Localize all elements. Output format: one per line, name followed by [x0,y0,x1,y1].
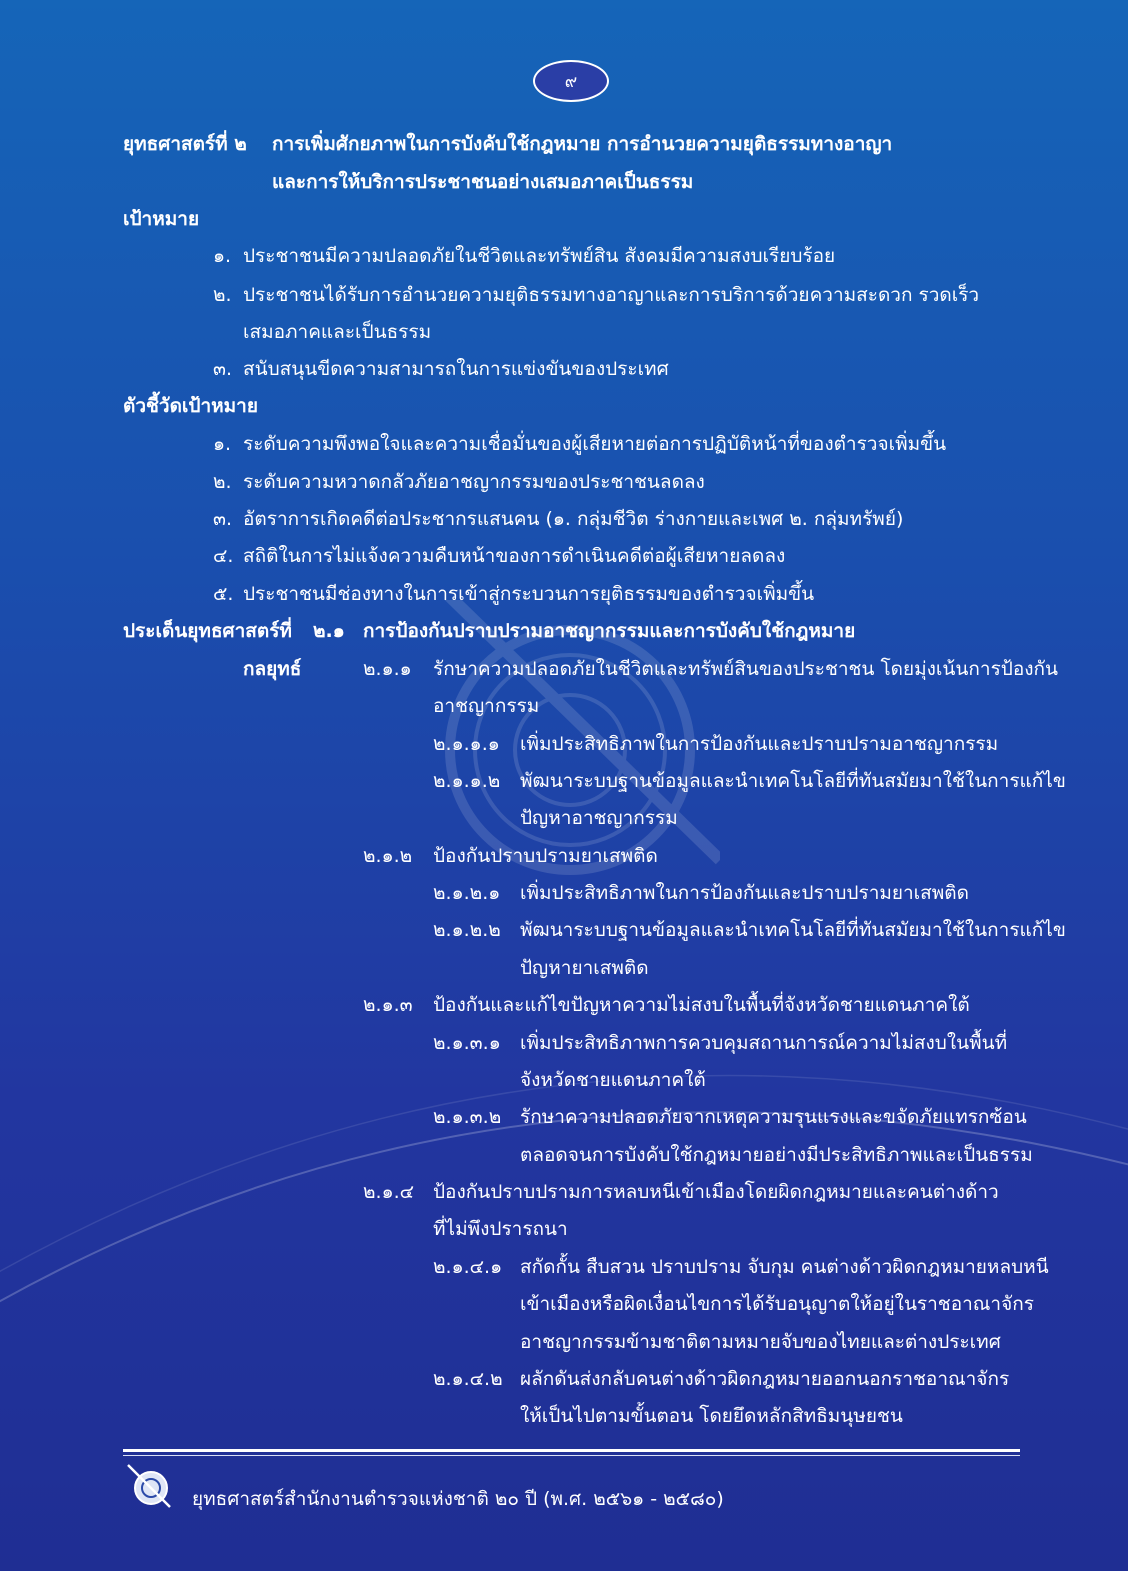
indicators-heading: ตัวชี้วัดเป้าหมาย [123,395,258,417]
tactic-num: ๒.๑.๓ [363,994,413,1016]
sub-tactic-text: ตลอดจนการบังคับใช้กฎหมายอย่างมีประสิทธิภาพและเป็นธรรม [520,1144,1033,1166]
tactic-text: รักษาความปลอดภัยในชีวิตและทรัพย์สินของประชาชน โดยมุ่งเน้นการป้องกัน [433,658,1059,680]
tactic-num: ๒.๑.๔ [363,1181,415,1203]
sub-tactic-text: พัฒนาระบบฐานข้อมูลและนำเทคโนโลยีที่ทันสมัยมาใช้ในการแก้ไข [520,770,1066,792]
sub-tactic-text: ผลักดันส่งกลับคนต่างด้าวผิดกฎหมายออกนอกราชอาณาจักร [520,1368,1010,1390]
tactic-num: ๒.๑.๑ [363,658,412,680]
sub-tactic-num: ๒.๑.๒.๒ [433,919,501,941]
tactic-text: ป้องกันปราบปรามการหลบหนีเข้าเมืองโดยผิดกฎหมายและคนต่างด้าว [433,1181,999,1203]
sub-tactic-text: เพิ่มประสิทธิภาพในการป้องกันและปราบปรามอาชญากรรม [520,733,999,755]
sub-tactic-text: รักษาความปลอดภัยจากเหตุความรุนแรงและขจัดภัยแทรกซ้อน [520,1106,1027,1128]
tactic-text: ป้องกันและแก้ไขปัญหาความไม่สงบในพื้นที่จังหวัดชายแดนภาคใต้ [433,994,970,1016]
footer-divider [123,1449,1020,1452]
sub-tactic-text: ให้เป็นไปตามขั้นตอน โดยยึดหลักสิทธิมนุษยชน [520,1405,903,1427]
footer-text: ยุทธศาสตร์สำนักงานตำรวจแห่งชาติ ๒๐ ปี (พ.ศ. ๒๕๖๑ - ๒๕๘๐) [192,1488,724,1510]
issue-title: การป้องกันปราบปรามอาชญากรรมและการบังคับใช้กฎหมาย [363,620,856,642]
goal-num: ๑. [213,245,232,267]
goal-text: ประชาชนมีความปลอดภัยในชีวิตและทรัพย์สิน สังคมมีความสงบเรียบร้อย [243,245,836,267]
goal-text-cont: เสมอภาคและเป็นธรรม [243,321,432,343]
sub-tactic-text: เพิ่มประสิทธิภาพในการป้องกันและปราบปรามยาเสพติด [520,882,969,904]
footer-divider-thin [123,1455,1020,1456]
sub-tactic-num: ๒.๑.๓.๒ [433,1106,502,1128]
goals-heading: เป้าหมาย [123,208,200,230]
tactic-text-cont: อาชญากรรม [433,695,540,717]
sub-tactic-text: สกัดกั้น สืบสวน ปราบปราม จับกุม คนต่างด้าวผิดกฎหมายหลบหนี [520,1256,1049,1278]
indicator-num: ๔. [213,545,234,567]
sub-tactic-text: เพิ่มประสิทธิภาพการควบคุมสถานการณ์ความไม่สงบในพื้นที่ [520,1032,1008,1054]
sub-tactic-text: จังหวัดชายแดนภาคใต้ [520,1069,706,1091]
goal-num: ๒. [213,284,232,306]
tactic-num: ๒.๑.๒ [363,845,413,867]
indicator-num: ๒. [213,471,232,493]
indicator-text: ประชาชนมีช่องทางในการเข้าสู่กระบวนการยุติธรรมของตำรวจเพิ่มขึ้น [243,583,815,605]
indicator-text: ระดับความหวาดกลัวภัยอาชญากรรมของประชาชนลดลง [243,471,705,493]
issue-label: ประเด็นยุทธศาสตร์ที่ [123,620,292,642]
indicator-num: ๑. [213,433,232,455]
sub-tactic-num: ๒.๑.๓.๑ [433,1032,501,1054]
goal-text: ประชาชนได้รับการอำนวยความยุติธรรมทางอาญาและการบริการด้วยความสะดวก รวดเร็ว [243,284,980,306]
issue-num: ๒.๑ [313,620,345,642]
goal-num: ๓. [213,358,233,380]
sub-tactic-text: ปัญหาอาชญากรรม [520,807,678,829]
sub-tactic-num: ๒.๑.๔.๑ [433,1256,503,1278]
sub-tactic-num: ๒.๑.๒.๑ [433,882,501,904]
goal-text: สนับสนุนขีดความสามารถในการแข่งขันของประเทศ [243,358,669,380]
sub-tactic-num: ๒.๑.๔.๒ [433,1368,503,1390]
indicator-text: อัตราการเกิดคดีต่อประชากรแสนคน (๑. กลุ่มชีวิต ร่างกายและเพศ ๒. กลุ่มทรัพย์) [243,508,904,530]
tactic-text-cont: ที่ไม่พึงปรารถนา [433,1218,568,1240]
strategy-title-line2: และการให้บริการประชาชนอย่างเสมอภาคเป็นธรรม [272,171,694,193]
sub-tactic-num: ๒.๑.๑.๑ [433,733,500,755]
sub-tactic-text: เข้าเมืองหรือผิดเงื่อนไขการได้รับอนุญาตให้อยู่ในราชอาณาจักร [520,1293,1034,1315]
police-emblem-logo [126,1463,172,1509]
strategy-label: ยุทธศาสตร์ที่ ๒ [123,133,247,155]
sub-tactic-num: ๒.๑.๑.๒ [433,770,501,792]
tactic-text: ป้องกันปราบปรามยาเสพติด [433,845,658,867]
indicator-num: ๕. [213,583,234,605]
indicator-text: สถิติในการไม่แจ้งความคืบหน้าของการดำเนินคดีต่อผู้เสียหายลดลง [243,545,786,567]
sub-tactic-text: ปัญหายาเสพติด [520,957,649,979]
sub-tactic-text: พัฒนาระบบฐานข้อมูลและนำเทคโนโลยีที่ทันสมัยมาใช้ในการแก้ไข [520,919,1066,941]
strategy-title-line1: การเพิ่มศักยภาพในการบังคับใช้กฎหมาย การอำนวยความยุติธรรมทางอาญา [272,133,893,155]
page-number: ๙ [533,60,609,102]
tactics-label: กลยุทธ์ [243,658,302,680]
indicator-num: ๓. [213,508,233,530]
sub-tactic-text: อาชญากรรมข้ามชาติตามหมายจับของไทยและต่างประเทศ [520,1331,1001,1353]
indicator-text: ระดับความพึงพอใจและความเชื่อมั่นของผู้เสียหายต่อการปฏิบัติหน้าที่ของตำรวจเพิ่มขึ้น [243,433,947,455]
